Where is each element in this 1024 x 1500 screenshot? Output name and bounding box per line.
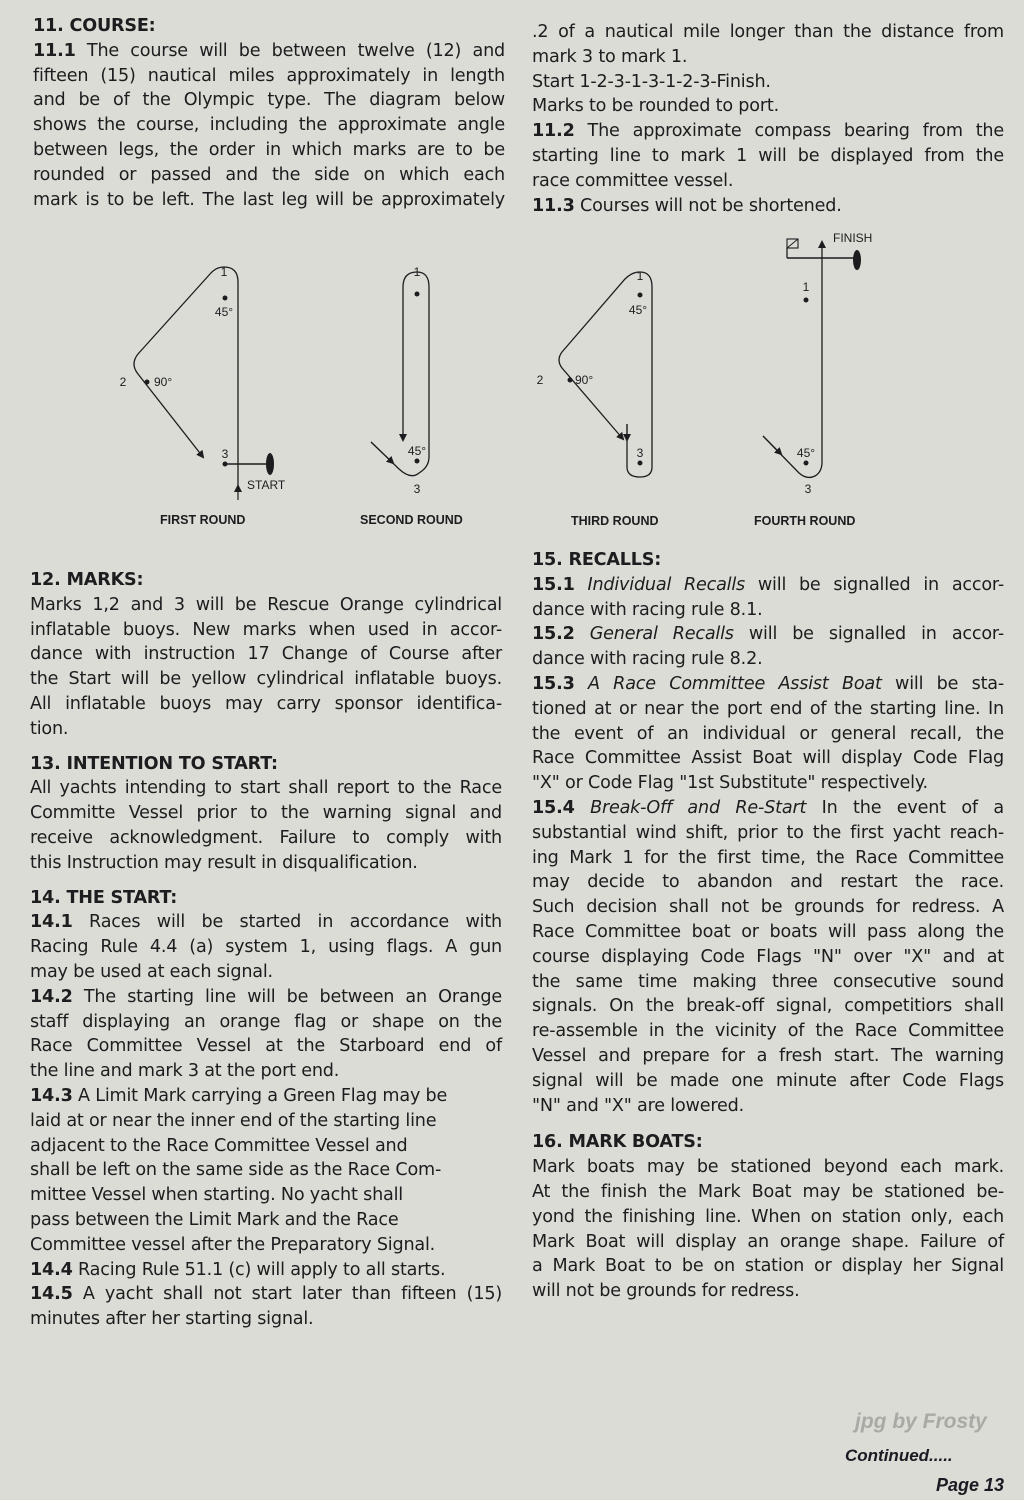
mark-1-label: 1 (802, 280, 810, 294)
text-fragment: will be sta- (881, 673, 1004, 694)
text-line: the same time making three consecutive sound (532, 971, 1004, 992)
clause-number: 14.4 (30, 1259, 73, 1280)
diagram-fourth-round (755, 228, 885, 498)
text-line: Race Committee Assist Boat will display Code Flag (532, 748, 1004, 769)
text-line (532, 194, 1004, 219)
mark-1-label: 1 (413, 265, 421, 279)
section-15-heading: 15. RECALLS: (532, 550, 662, 570)
approach-arrow (763, 436, 781, 454)
mark-1-dot (804, 298, 809, 303)
text-fragment: Courses will not be shortened. (574, 195, 842, 216)
section-13-heading: 13. INTENTION TO START: (30, 753, 278, 774)
text-fragment: will be signalled in accor- (745, 574, 1004, 595)
section-12-heading: 12. MARKS: (30, 570, 144, 590)
text-fragment: In the event of a (806, 797, 1004, 818)
text-line: pass between the Limit Mark and the Race (30, 1209, 399, 1230)
text-line (30, 910, 502, 935)
course-sequence: Start 1-2-3-1-3-1-2-3-Finish. (532, 71, 771, 92)
text-line: Race Committee Vessel at the Starboard end of (30, 1036, 502, 1057)
text-line (30, 1084, 502, 1109)
text-fragment: The course will be between twelve (12) and (75, 40, 505, 61)
text-line (532, 119, 1004, 144)
emphasis: Break-Off and Re-Start (590, 797, 807, 818)
text-line: the event of an individual or general recall, the (532, 723, 1004, 744)
angle-3-label: 45° (407, 444, 427, 458)
text-line (532, 796, 1004, 821)
section-11-left (33, 14, 505, 212)
text-line: receive acknowledgment. Failure to comply with (30, 827, 502, 848)
text-line: At the finish the Mark Boat may be stationed be- (532, 1181, 1004, 1202)
angle-1-label: 45° (628, 303, 648, 317)
text-line: "N" and "X" are lowered. (532, 1095, 745, 1116)
caption-first-round: FIRST ROUND (160, 513, 246, 527)
mark-3-label: 3 (413, 482, 421, 496)
text-line: yond the finishing line. When on station only, each (532, 1206, 1004, 1227)
text-line: Committee vessel after the Preparatory Signal. (30, 1234, 436, 1255)
text-fragment: Racing Rule 51.1 (c) will apply to all starts. (72, 1259, 446, 1280)
clause-number: 15.4 (532, 797, 575, 818)
watermark: jpg by Frosty (855, 1410, 987, 1433)
text-line: Mark Boat will display an orange shape. Failure of (532, 1231, 1004, 1252)
caption-fourth-round: FOURTH ROUND (754, 514, 856, 528)
text-line: tion. (30, 718, 69, 739)
clause-number: 14.3 (30, 1085, 73, 1106)
section-11-right (532, 20, 1004, 218)
committee-boat-icon (266, 453, 274, 475)
text-line: a Mark Boat to be on station or display her Signal (532, 1256, 1004, 1277)
text-line: signals. On the break-off signal, competitiors shall (532, 996, 1004, 1017)
text-line: tioned at or near the port end of the starting line. In (532, 698, 1004, 719)
committee-boat-icon (853, 250, 861, 270)
text-line: Race Committee boat or boats will pass along the (532, 921, 1004, 942)
angle-2-label: 90° (575, 373, 594, 387)
text-line: signal will be made one minute after Code Flags (532, 1070, 1004, 1091)
approach-arrow (371, 442, 393, 463)
text-line: re-assemble in the vicinity of the Race Committee (532, 1021, 1004, 1042)
finish-label: FINISH (833, 231, 873, 245)
text-line: Mark boats may be stationed beyond each mark. (532, 1157, 1004, 1178)
mark-3-dot (638, 461, 643, 466)
text-line: this Instruction may result in disqualification. (30, 852, 418, 873)
text-line: Marks 1,2 and 3 will be Rescue Orange cylindrical (30, 594, 502, 615)
text-line: All inflatable buoys may carry sponsor identifica- (30, 693, 502, 714)
text-line: Committe Vessel prior to the warning signal and (30, 803, 502, 824)
text-line: the line and mark 3 at the port end. (30, 1061, 340, 1082)
text-line (532, 672, 1004, 697)
continued-note: Continued..... (845, 1446, 953, 1465)
text-line: All yachts intending to start shall report to the Race (30, 778, 502, 799)
clause-number: 11.1 (33, 40, 76, 61)
text-line: starting line to mark 1 will be displayed from the (532, 145, 1004, 166)
text-line: substantial wind shift, prior to the first yacht reach- (532, 822, 1004, 843)
angle-3-label: 45° (796, 446, 816, 460)
text-line: will not be grounds for redress. (532, 1281, 800, 1302)
diagram-first-round (110, 262, 300, 502)
mark-2-dot (568, 378, 573, 383)
spacer (532, 1118, 1004, 1130)
diagram-third-round (530, 262, 660, 502)
text-line: inflatable buoys. New marks when used in accor- (30, 619, 502, 640)
text-fragment: will be signalled in accor- (733, 624, 1004, 645)
text-line (30, 1258, 502, 1283)
rounding-rule: Marks to be rounded to port. (532, 96, 779, 117)
text-line (30, 1282, 502, 1307)
text-line: race committee vessel. (532, 170, 734, 191)
text-line (33, 39, 505, 64)
text-line: course displaying Code Flags "N" over "X" and at (532, 946, 1004, 967)
text-line: "X" or Code Flag "1st Substitute" respectively. (532, 773, 928, 794)
angle-2-label: 90° (154, 375, 173, 389)
mark-3-dot (415, 459, 420, 464)
mark-3-dot (804, 461, 809, 466)
text-line: dance with instruction 17 Change of Course after (30, 644, 502, 665)
caption-second-round: SECOND ROUND (360, 513, 463, 527)
text-line: fifteen (15) nautical miles approximately in length (33, 65, 505, 86)
clause-number: 11.2 (532, 121, 575, 142)
mark-3-label: 3 (221, 447, 229, 461)
mark-1-dot (415, 292, 420, 297)
text-line: ing Mark 1 for the first time, the Race Committee (532, 847, 1004, 868)
text-line: Vessel and prepare for a fresh start. The warning (532, 1045, 1004, 1066)
spacer (30, 742, 502, 752)
section-14-heading: 14. THE START: (30, 887, 178, 908)
text-line: minutes after her starting signal. (30, 1309, 314, 1330)
text-line: shall be left on the same side as the Race Com- (30, 1160, 442, 1181)
text-line: shows the course, including the approximate angle (33, 115, 505, 136)
text-fragment: A yacht shall not start later than fifteen (15) (72, 1284, 502, 1305)
section-16-heading: 16. MARK BOATS: (532, 1132, 703, 1153)
start-label: START (247, 478, 286, 492)
clause-number: 15.3 (532, 673, 575, 694)
text-line: adjacent to the Race Committee Vessel and (30, 1135, 408, 1156)
text-line: dance with racing rule 8.2. (532, 649, 763, 670)
mark-3-label: 3 (804, 482, 812, 496)
text-line: rounded or passed and the side on which each (33, 164, 505, 185)
mark-2-label: 2 (536, 373, 544, 387)
caption-third-round: THIRD ROUND (571, 514, 659, 528)
text-line: may be used at each signal. (30, 961, 273, 982)
text-line (532, 622, 1004, 647)
emphasis: Individual Recalls (587, 574, 746, 595)
mark-3-label: 3 (636, 446, 644, 460)
text-fragment: Races will be started in accordance with (72, 912, 502, 933)
course-path (763, 242, 822, 477)
text-line: the Start will be yellow cylindrical inflatable buoys. (30, 669, 502, 690)
clause-number: 14.1 (30, 912, 73, 933)
text-fragment: The starting line will be between an Orange (72, 986, 502, 1007)
text-line: may decide to abandon and restart the race. (532, 872, 1004, 893)
mark-1-label: 1 (220, 265, 228, 279)
clause-number: 14.5 (30, 1284, 73, 1305)
clause-number: 11.3 (532, 195, 575, 216)
text-line: laid at or near the inner end of the starting line (30, 1110, 437, 1131)
emphasis: General Recalls (589, 624, 734, 645)
text-line: and be of the Olympic type. The diagram below (33, 90, 505, 111)
page-number: Page 13 (936, 1475, 1005, 1495)
text-line: mark is to be left. The last leg will be approximately (33, 189, 505, 210)
text-fragment: The approximate compass bearing from the (574, 121, 1004, 142)
text-line: Racing Rule 4.4 (a) system 1, using flags. A gun (30, 937, 502, 958)
text-line: .2 of a nautical mile longer than the distance from (532, 22, 1004, 42)
clause-number: 15.1 (532, 574, 575, 595)
clause-number: 15.2 (532, 624, 575, 645)
diagram-second-round (365, 262, 445, 502)
text-line: Such decision shall not be grounds for redress. A (532, 897, 1004, 918)
mark-2-dot (145, 380, 150, 385)
emphasis: A Race Committee Assist Boat (587, 673, 882, 694)
section-11-heading: 11. COURSE: (33, 16, 156, 36)
angle-1-label: 45° (214, 305, 234, 319)
text-line: dance with racing rule 8.1. (532, 599, 763, 620)
text-line: mark 3 to mark 1. (532, 46, 688, 67)
spacer (30, 876, 502, 886)
mark-2-label: 2 (119, 375, 127, 389)
text-line (532, 573, 1004, 598)
text-line (30, 985, 502, 1010)
text-line: staff displaying an orange flag or shape on the (30, 1011, 502, 1032)
left-column-lower (30, 568, 502, 1332)
mark-1-label: 1 (636, 269, 644, 283)
mark-1-dot (638, 293, 643, 298)
text-fragment: A Limit Mark carrying a Green Flag may be (72, 1085, 448, 1106)
text-line: between legs, the order in which marks are to be (33, 139, 505, 160)
right-column-lower (532, 548, 1004, 1304)
clause-number: 14.2 (30, 986, 73, 1007)
text-line: mittee Vessel when starting. No yacht shall (30, 1185, 403, 1206)
mark-1-dot (223, 296, 228, 301)
